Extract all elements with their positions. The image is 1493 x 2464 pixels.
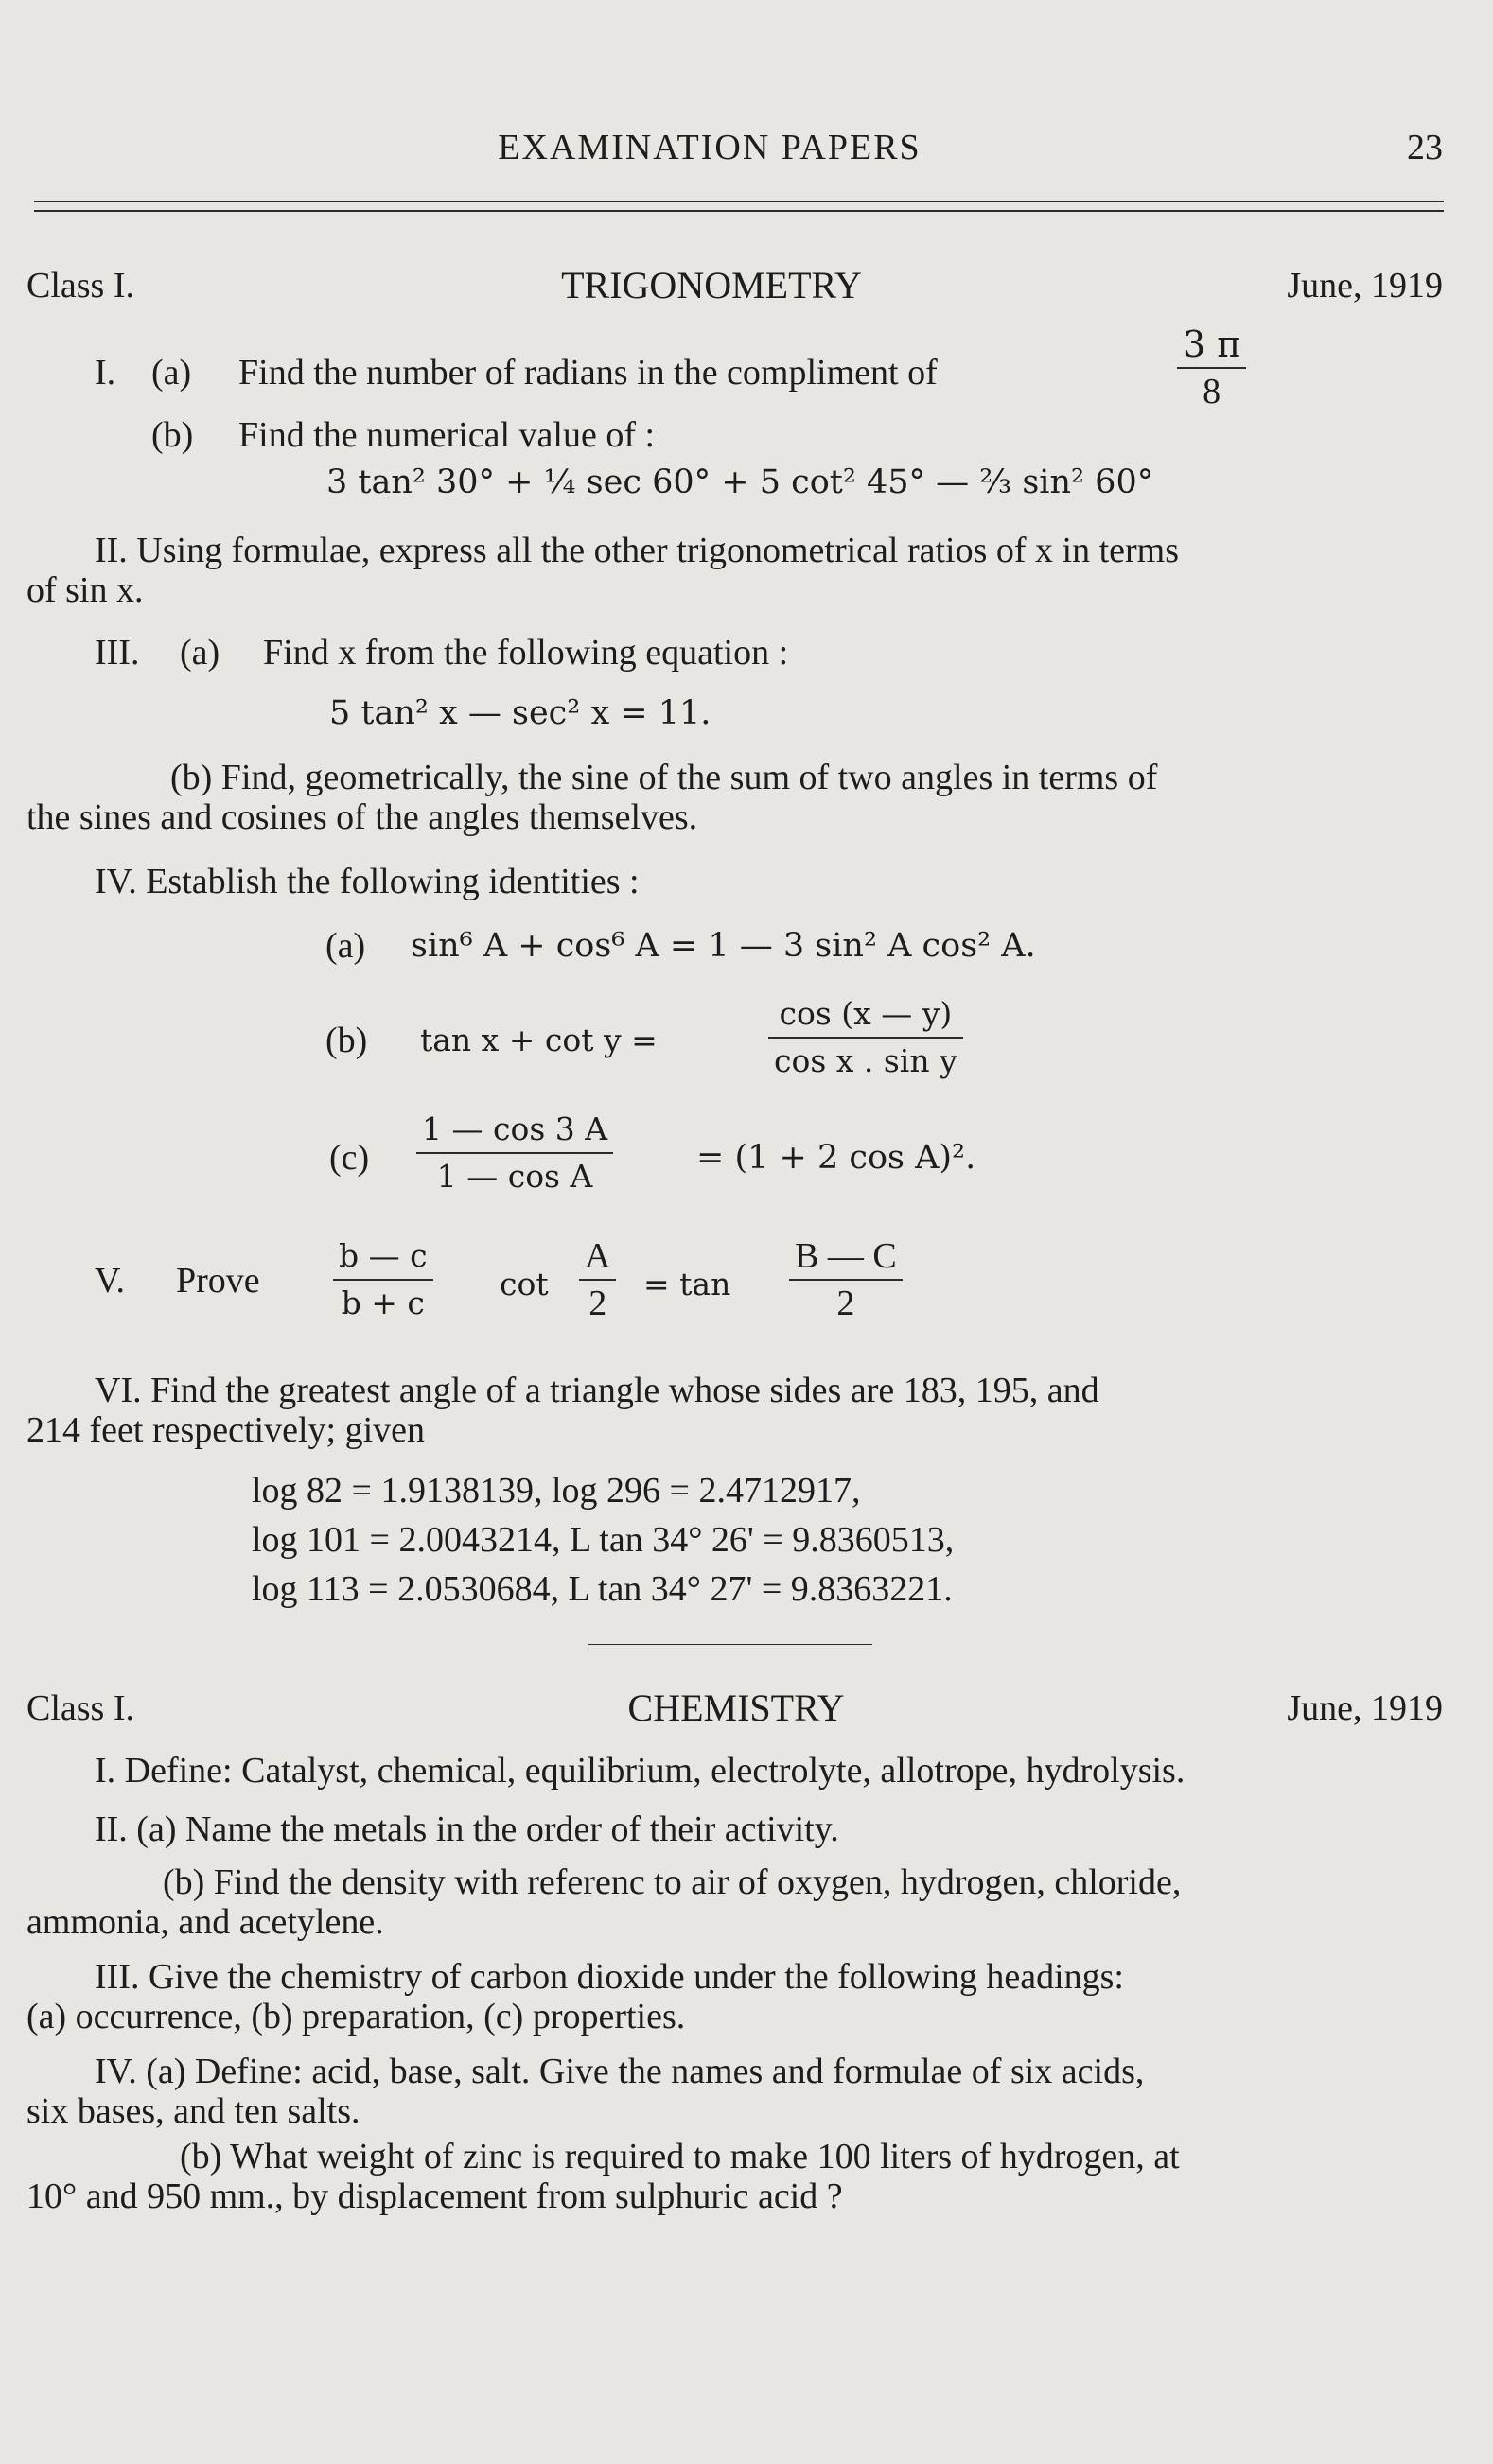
running-title: EXAMINATION PAPERS [498, 128, 922, 167]
fraction-bar [768, 1037, 963, 1039]
fraction-denominator: 8 [1203, 372, 1221, 411]
fraction-numerator: B — C [795, 1236, 897, 1276]
fraction-numerator: A [585, 1236, 611, 1276]
header-rule-top [34, 201, 1444, 202]
trig-section-title: TRIGONOMETRY [561, 264, 862, 306]
fraction-denominator: b + c [341, 1284, 425, 1321]
chem-class-label: Class I. [26, 1688, 134, 1728]
trig-q1a-text: Find the number of radians in the compliment of [238, 353, 938, 393]
chem-q2b-line1: (b) Find the density with referenc to air of oxygen, hydrogen, chloride, [163, 1862, 1182, 1902]
chem-q3-line2: (a) occurrence, (b) preparation, (c) properties. [26, 1997, 686, 2036]
trig-q3-number: III. [95, 633, 140, 673]
fraction-denominator: 2 [588, 1284, 607, 1323]
chem-q4b-line2: 10° and 950 mm., by displacement from sulphuric acid ? [26, 2176, 843, 2216]
trig-q5-fraction-2 [579, 1235, 616, 1324]
trig-q1-number: I. [95, 353, 116, 393]
trig-q4c-rhs: = (1 + 2 cos A)². [696, 1139, 976, 1177]
section-divider [588, 1644, 872, 1645]
chem-q1: I. Define: Catalyst, chemical, equilibrium, electrolyte, allotrope, hydrolysis. [95, 1751, 1186, 1791]
trig-class-label: Class I. [26, 266, 134, 306]
trig-date: June, 1919 [1287, 266, 1443, 306]
trig-q5-cot: cot [500, 1266, 549, 1302]
chem-q4a-line1: IV. (a) Define: acid, base, salt. Give the names and formulae of six acids, [95, 2052, 1145, 2091]
trig-q1a-fraction [1177, 323, 1246, 412]
chem-date: June, 1919 [1287, 1688, 1443, 1728]
trig-q5-fraction-1 [333, 1235, 433, 1324]
chem-q2b-line2: ammonia, and acetylene. [26, 1902, 384, 1942]
fraction-bar [789, 1279, 903, 1281]
trig-q6-line2: 214 feet respectively; given [26, 1410, 426, 1450]
trig-q4b-label: (b) [325, 1021, 368, 1060]
trig-q4a-identity: sin⁶ A + cos⁶ A = 1 — 3 sin² A cos² A. [411, 927, 1036, 965]
chem-q2a: II. (a) Name the metals in the order of their activity. [95, 1809, 839, 1849]
fraction-bar [1177, 367, 1246, 369]
trig-q4b-fraction [768, 993, 963, 1082]
fraction-denominator: 2 [836, 1284, 855, 1323]
fraction-numerator: 3 π [1183, 323, 1241, 365]
page-number: 23 [1407, 128, 1443, 167]
trig-q2-line1: II. Using formulae, express all the other trigonometrical ratios of x in terms [95, 531, 1180, 570]
trig-q6-line1: VI. Find the greatest angle of a triangle whose sides are 183, 195, and [95, 1371, 1099, 1410]
trig-q1b-text: Find the numerical value of : [238, 415, 656, 455]
fraction-numerator: b — c [339, 1237, 428, 1274]
chem-q3-line1: III. Give the chemistry of carbon dioxide under the following headings: [95, 1957, 1124, 1997]
trig-q5-prove: Prove [176, 1261, 260, 1301]
trig-q4a-label: (a) [325, 926, 366, 966]
fraction-bar [333, 1279, 433, 1281]
trig-q5-fraction-3 [789, 1235, 903, 1324]
trig-q2-line2: of sin x. [26, 570, 144, 610]
trig-q6-log-line1: log 82 = 1.9138139, log 296 = 2.4712917, [252, 1471, 861, 1511]
trig-q4-heading: IV. Establish the following identities : [95, 862, 640, 901]
trig-q6-log-line3: log 113 = 2.0530684, L tan 34° 27' = 9.8363221. [252, 1569, 953, 1609]
trig-q1b-label: (b) [151, 415, 194, 455]
trig-q3a-equation: 5 tan² x — sec² x = 11. [329, 694, 711, 732]
trig-q6-log-line2: log 101 = 2.0043214, L tan 34° 26' = 9.8360513, [252, 1520, 955, 1560]
fraction-numerator: 1 — cos 3 A [422, 1110, 608, 1147]
trig-q3a-label: (a) [180, 633, 220, 673]
trig-q1a-label: (a) [151, 353, 192, 393]
trig-q1b-expression: 3 tan² 30° + ¼ sec 60° + 5 cot² 45° — ⅔ sin² 60° [326, 463, 1154, 501]
trig-q5-number: V. [95, 1261, 126, 1301]
fraction-numerator: cos (x — y) [779, 995, 953, 1032]
chem-q4a-line2: six bases, and ten salts. [26, 2091, 360, 2131]
trig-q4c-label: (c) [329, 1138, 370, 1178]
fraction-denominator: cos x . sin y [774, 1042, 957, 1079]
header-rule-bottom [34, 210, 1444, 212]
trig-q3b-line1: (b) Find, geometrically, the sine of the sum of two angles in terms of [170, 758, 1158, 797]
trig-q5-equals-tan: = tan [643, 1266, 731, 1302]
trig-q3a-text: Find x from the following equation : [263, 633, 789, 673]
trig-q4c-fraction [416, 1109, 613, 1197]
fraction-denominator: 1 — cos A [436, 1158, 593, 1195]
fraction-bar [579, 1279, 616, 1281]
trig-q3b-line2: the sines and cosines of the angles themselves. [26, 797, 698, 837]
chem-q4b-line1: (b) What weight of zinc is required to make 100 liters of hydrogen, at [180, 2137, 1180, 2176]
trig-q4b-lhs: tan x + cot y = [420, 1022, 658, 1058]
fraction-bar [416, 1152, 613, 1154]
chem-section-title: CHEMISTRY [627, 1686, 845, 1729]
